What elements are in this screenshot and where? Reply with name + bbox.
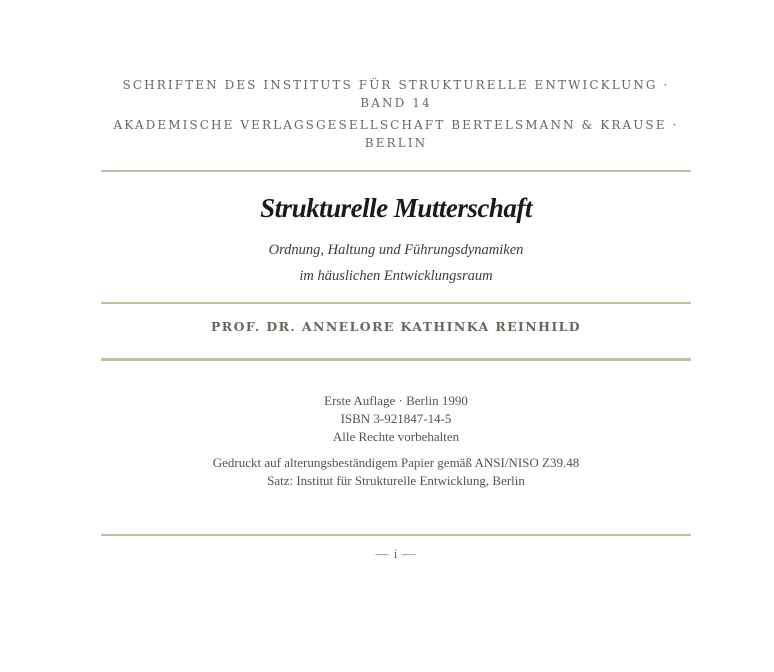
page-number: — i — xyxy=(375,546,417,561)
subtitle-line: im häuslichen Entwicklungsraum xyxy=(299,268,493,284)
divider-rule xyxy=(101,358,691,361)
paper-line: Gedruckt auf alterungsbeständigem Papier gemäß ANSI/NISO Z39.48 xyxy=(212,455,580,470)
title-page xyxy=(101,0,691,672)
series-header xyxy=(97,76,695,152)
rights-line: Alle Rechte vorbehalten xyxy=(332,429,460,444)
isbn-line: ISBN 3-921847-14-5 xyxy=(340,411,452,426)
divider-rule xyxy=(101,534,691,536)
book-subtitle xyxy=(101,237,691,289)
divider-rule xyxy=(101,302,691,304)
publisher-line: AKADEMISCHE VERLAGSGESELLSCHAFT BERTELSMANN & KRAUSE · BERLIN xyxy=(113,118,679,150)
edition-line: Erste Auflage · Berlin 1990 xyxy=(324,393,468,408)
divider-rule xyxy=(101,170,691,172)
series-line: SCHRIFTEN DES INSTITUTS FÜR STRUKTURELLE ENTWICKLUNG · BAND 14 xyxy=(122,78,670,110)
imprint-block xyxy=(101,392,691,490)
subtitle-line: Ordnung, Haltung und Führungsdynamiken xyxy=(268,242,524,258)
author-name: PROF. DR. ANNELORE KATHINKA REINHILD xyxy=(211,319,581,334)
book-title: Strukturelle Mutterschaft xyxy=(260,193,532,223)
typesetting-line: Satz: Institut für Strukturelle Entwicklung, Berlin xyxy=(267,473,525,488)
